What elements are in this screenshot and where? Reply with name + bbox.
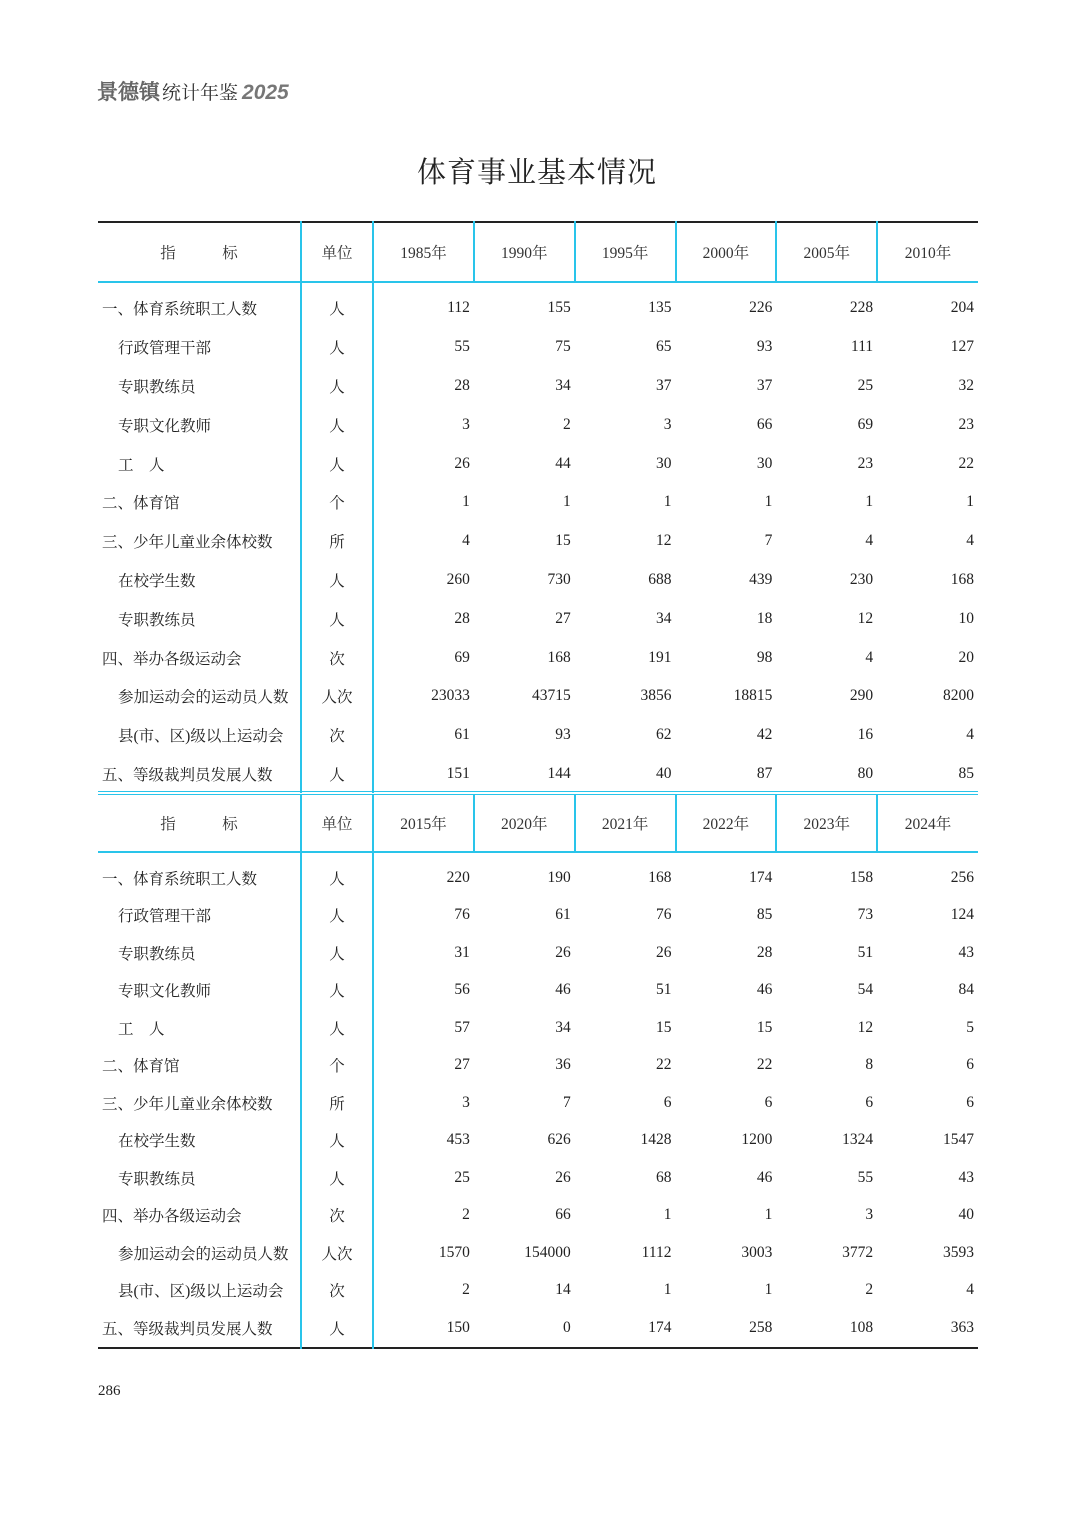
table-row [98, 677, 978, 716]
unit-cell: 人 [301, 897, 373, 935]
table-row [98, 1197, 978, 1235]
header-year: 2022年 [676, 793, 777, 852]
unit-cell: 人 [301, 1009, 373, 1047]
header-year: 2021年 [575, 793, 676, 852]
value-cell: 27 [555, 609, 571, 627]
value-cell: 3 [462, 415, 470, 433]
value-cell: 61 [454, 726, 470, 744]
value-cell: 69 [857, 415, 874, 433]
value-cell: 439 [749, 570, 773, 588]
unit-cell: 人次 [301, 1234, 373, 1272]
unit-cell: 所 [301, 1084, 373, 1122]
value-cell: 23033 [431, 687, 470, 705]
value-cell: 20 [958, 648, 974, 666]
value-cell: 23 [857, 454, 874, 472]
table-row [98, 561, 978, 600]
value-cell: 22 [656, 1056, 672, 1074]
value-cell: 256 [950, 868, 974, 886]
value-cell: 7 [562, 1093, 571, 1111]
value-cell: 1570 [438, 1243, 470, 1261]
value-cell: 56 [454, 981, 470, 999]
value-cell: 7 [764, 532, 773, 550]
header-year: 2000年 [676, 222, 777, 282]
indicator-label: 三、少年儿童业余体校数 [102, 534, 273, 552]
value-cell: 16 [857, 726, 874, 744]
value-cell: 228 [849, 299, 874, 317]
unit-cell: 个 [301, 483, 373, 522]
value-cell: 51 [656, 981, 672, 999]
indicator-label: 四、举办各级运动会 [102, 650, 242, 668]
value-cell: 626 [547, 1131, 571, 1149]
indicator-label: 专职教练员 [118, 611, 196, 629]
unit-cell: 所 [301, 522, 373, 561]
unit-cell: 人 [301, 852, 373, 897]
unit-cell: 次 [301, 1272, 373, 1310]
sports-table-section-1 [98, 221, 978, 793]
value-cell: 1 [764, 1281, 773, 1299]
unit-cell: 人 [301, 405, 373, 444]
table-header-row [98, 222, 978, 282]
value-cell: 688 [648, 570, 672, 588]
table-row [98, 716, 978, 755]
value-cell: 93 [555, 726, 571, 744]
value-cell: 66 [756, 415, 773, 433]
unit-cell: 人 [301, 1122, 373, 1160]
value-cell: 73 [857, 906, 874, 924]
running-header [97, 76, 289, 106]
value-cell: 6 [865, 1093, 874, 1111]
value-cell: 34 [555, 1018, 571, 1036]
indicator-label: 行政管理干部 [118, 908, 212, 926]
header-year: 2005年 [776, 222, 877, 282]
unit-cell: 次 [301, 638, 373, 677]
value-cell: 2 [462, 1281, 470, 1299]
value-cell: 1112 [641, 1243, 672, 1261]
unit-cell: 人次 [301, 677, 373, 716]
value-cell: 65 [656, 338, 672, 356]
table-row [98, 755, 978, 794]
table-row [98, 897, 978, 935]
value-cell: 8200 [943, 687, 974, 705]
value-cell: 22 [756, 1056, 773, 1074]
header-year: 2023年 [776, 793, 877, 852]
value-cell: 26 [656, 943, 672, 961]
value-cell: 61 [555, 906, 571, 924]
table-row [98, 972, 978, 1010]
value-cell: 34 [555, 376, 571, 394]
value-cell: 0 [562, 1318, 571, 1336]
table-row [98, 1047, 978, 1085]
unit-cell: 人 [301, 282, 373, 328]
indicator-label: 参加运动会的运动员人数 [118, 689, 289, 707]
indicator-label: 二、体育馆 [102, 495, 180, 513]
unit-cell: 次 [301, 716, 373, 755]
page-number: 286 [98, 1383, 121, 1399]
value-cell: 46 [555, 981, 571, 999]
value-cell: 124 [950, 906, 974, 924]
table-row [98, 328, 978, 367]
unit-cell: 人 [301, 1159, 373, 1197]
value-cell: 3856 [640, 687, 672, 705]
indicator-label: 专职教练员 [118, 378, 196, 396]
value-cell: 10 [958, 609, 974, 627]
value-cell: 150 [446, 1318, 470, 1336]
value-cell: 2 [462, 1206, 470, 1224]
indicator-label: 行政管理干部 [118, 340, 212, 358]
value-cell: 51 [857, 943, 874, 961]
value-cell: 108 [849, 1318, 874, 1336]
value-cell: 135 [648, 299, 672, 317]
header-year: 1990年 [474, 222, 575, 282]
value-cell: 4 [865, 532, 874, 550]
table-row [98, 444, 978, 483]
table-row [98, 1122, 978, 1160]
value-cell: 68 [656, 1168, 672, 1186]
table-row [98, 405, 978, 444]
value-cell: 260 [446, 570, 470, 588]
value-cell: 144 [547, 764, 571, 782]
indicator-label: 在校学生数 [118, 1133, 196, 1151]
value-cell: 1428 [640, 1131, 672, 1149]
value-cell: 3 [462, 1093, 470, 1111]
value-cell: 26 [555, 1168, 571, 1186]
value-cell: 151 [446, 764, 470, 782]
value-cell: 57 [454, 1018, 470, 1036]
value-cell: 18 [756, 609, 773, 627]
value-cell: 155 [547, 299, 571, 317]
value-cell: 85 [958, 764, 974, 782]
value-cell: 46 [756, 1168, 773, 1186]
unit-cell: 人 [301, 972, 373, 1010]
value-cell: 30 [656, 454, 672, 472]
value-cell: 76 [656, 906, 672, 924]
value-cell: 26 [555, 943, 571, 961]
value-cell: 36 [555, 1056, 571, 1074]
table-row [98, 599, 978, 638]
value-cell: 168 [648, 868, 672, 886]
value-cell: 3 [865, 1206, 874, 1224]
header-year: 2015年 [400, 816, 447, 833]
indicator-label: 专职文化教师 [118, 417, 212, 435]
value-cell: 37 [756, 376, 773, 394]
value-cell: 54 [857, 981, 874, 999]
value-cell: 6 [966, 1056, 974, 1074]
value-cell: 1 [865, 493, 874, 511]
value-cell: 154000 [524, 1243, 571, 1261]
value-cell: 25 [857, 376, 874, 394]
value-cell: 69 [454, 648, 470, 666]
table-row [98, 522, 978, 561]
indicator-label: 一、体育系统职工人数 [102, 301, 258, 319]
value-cell: 80 [857, 764, 874, 782]
value-cell: 4 [966, 726, 974, 744]
value-cell: 37 [656, 376, 672, 394]
value-cell: 127 [950, 338, 974, 356]
value-cell: 76 [454, 906, 470, 924]
table-row [98, 1009, 978, 1047]
value-cell: 85 [756, 906, 773, 924]
value-cell: 1 [764, 1206, 773, 1224]
value-cell: 12 [656, 532, 672, 550]
table-row [98, 1084, 978, 1122]
value-cell: 55 [857, 1168, 874, 1186]
value-cell: 453 [446, 1131, 470, 1149]
value-cell: 15 [656, 1018, 672, 1036]
sports-table-section-2 [98, 791, 978, 1349]
value-cell: 174 [648, 1318, 672, 1336]
value-cell: 1 [966, 493, 974, 511]
unit-cell: 人 [301, 755, 373, 794]
value-cell: 290 [849, 687, 874, 705]
table-row [98, 638, 978, 677]
value-cell: 18815 [733, 687, 773, 705]
value-cell: 1324 [842, 1131, 874, 1149]
indicator-label: 一、体育系统职工人数 [102, 870, 258, 888]
indicator-label: 在校学生数 [118, 572, 196, 590]
value-cell: 158 [849, 868, 874, 886]
page-title: 体育事业基本情况 [416, 157, 657, 189]
table-row [98, 1309, 978, 1348]
value-cell: 168 [950, 570, 974, 588]
value-cell: 43715 [531, 687, 571, 705]
value-cell: 12 [857, 609, 874, 627]
value-cell: 46 [756, 981, 773, 999]
indicator-label: 二、体育馆 [102, 1058, 180, 1076]
value-cell: 4 [966, 532, 974, 550]
value-cell: 204 [950, 299, 974, 317]
value-cell: 6 [663, 1093, 672, 1111]
header-indicator: 指 标 [160, 245, 238, 262]
value-cell: 1 [663, 1281, 672, 1299]
value-cell: 4 [966, 1281, 974, 1299]
header-indicator: 指 标 [160, 816, 238, 833]
table-row [98, 1234, 978, 1272]
value-cell: 98 [756, 648, 773, 666]
value-cell: 4 [462, 532, 470, 550]
indicator-label: 五、等级裁判员发展人数 [102, 1320, 273, 1338]
indicator-label: 专职文化教师 [118, 983, 212, 1001]
value-cell: 84 [958, 981, 974, 999]
value-cell: 258 [749, 1318, 773, 1336]
header-unit: 单位 [301, 793, 373, 852]
value-cell: 168 [547, 648, 571, 666]
value-cell: 28 [454, 376, 470, 394]
value-cell: 28 [454, 609, 470, 627]
value-cell: 87 [756, 764, 773, 782]
value-cell: 22 [958, 454, 974, 472]
unit-cell: 人 [301, 367, 373, 406]
table-row [98, 1272, 978, 1310]
header-year: 1985年 [400, 245, 447, 262]
value-cell: 4 [865, 648, 874, 666]
value-cell: 8 [865, 1056, 874, 1074]
value-cell: 43 [958, 1168, 974, 1186]
unit-cell: 人 [301, 599, 373, 638]
value-cell: 14 [555, 1281, 571, 1299]
value-cell: 3772 [842, 1243, 874, 1261]
value-cell: 3003 [741, 1243, 773, 1261]
unit-cell: 人 [301, 444, 373, 483]
value-cell: 230 [849, 570, 874, 588]
unit-cell: 人 [301, 328, 373, 367]
value-cell: 6 [966, 1093, 974, 1111]
value-cell: 66 [555, 1206, 571, 1224]
value-cell: 1 [462, 493, 470, 511]
value-cell: 3 [663, 415, 672, 433]
value-cell: 6 [764, 1093, 773, 1111]
value-cell: 15 [555, 532, 571, 550]
value-cell: 23 [958, 415, 974, 433]
brand-year: 2025 [242, 81, 289, 104]
value-cell: 25 [454, 1168, 470, 1186]
value-cell: 12 [857, 1018, 874, 1036]
value-cell: 1547 [943, 1131, 974, 1149]
value-cell: 26 [454, 454, 470, 472]
value-cell: 191 [648, 648, 672, 666]
table-row [98, 282, 978, 328]
value-cell: 32 [958, 376, 974, 394]
header-year: 2024年 [877, 793, 978, 852]
indicator-label: 县(市、区)级以上运动会 [118, 728, 284, 746]
unit-cell: 人 [301, 561, 373, 600]
value-cell: 31 [454, 943, 470, 961]
value-cell: 730 [547, 570, 571, 588]
value-cell: 30 [756, 454, 773, 472]
value-cell: 174 [749, 868, 773, 886]
value-cell: 75 [555, 338, 571, 356]
value-cell: 1 [663, 1206, 672, 1224]
brand-city: 景德镇 [97, 81, 160, 104]
indicator-label: 工 人 [118, 456, 165, 474]
unit-cell: 个 [301, 1047, 373, 1085]
unit-cell: 人 [301, 934, 373, 972]
value-cell: 42 [756, 726, 773, 744]
indicator-label: 四、举办各级运动会 [102, 1208, 242, 1226]
indicator-label: 专职教练员 [118, 945, 196, 963]
value-cell: 363 [950, 1318, 974, 1336]
unit-cell: 次 [301, 1197, 373, 1235]
value-cell: 190 [547, 868, 571, 886]
value-cell: 112 [447, 299, 470, 317]
table-row [98, 483, 978, 522]
indicator-label: 专职教练员 [118, 1170, 196, 1188]
value-cell: 28 [756, 943, 773, 961]
value-cell: 226 [749, 299, 773, 317]
indicator-label: 参加运动会的运动员人数 [118, 1245, 289, 1263]
header-year: 2020年 [474, 793, 575, 852]
value-cell: 55 [454, 338, 470, 356]
value-cell: 1 [663, 493, 672, 511]
indicator-label: 五、等级裁判员发展人数 [102, 766, 273, 784]
table-row [98, 367, 978, 406]
value-cell: 2 [562, 415, 571, 433]
table-header-row [98, 793, 978, 852]
value-cell: 220 [446, 868, 470, 886]
value-cell: 40 [656, 764, 672, 782]
indicator-label: 县(市、区)级以上运动会 [118, 1283, 284, 1301]
header-year: 2010年 [877, 222, 978, 282]
table-row [98, 934, 978, 972]
value-cell: 3593 [943, 1243, 974, 1261]
header-unit: 单位 [301, 222, 373, 282]
value-cell: 44 [555, 454, 571, 472]
value-cell: 5 [966, 1018, 974, 1036]
value-cell: 40 [958, 1206, 974, 1224]
value-cell: 34 [656, 609, 672, 627]
table-row [98, 1159, 978, 1197]
indicator-label: 三、少年儿童业余体校数 [102, 1095, 273, 1113]
value-cell: 111 [851, 338, 874, 356]
table-row [98, 852, 978, 897]
value-cell: 2 [865, 1281, 874, 1299]
value-cell: 1 [764, 493, 773, 511]
value-cell: 15 [756, 1018, 773, 1036]
value-cell: 43 [958, 943, 974, 961]
value-cell: 27 [454, 1056, 470, 1074]
brand-book: 统计年鉴 [162, 83, 239, 104]
unit-cell: 人 [301, 1309, 373, 1348]
value-cell: 62 [656, 726, 672, 744]
header-year: 1995年 [575, 222, 676, 282]
value-cell: 1 [562, 493, 571, 511]
indicator-label: 工 人 [118, 1020, 165, 1038]
value-cell: 1200 [741, 1131, 773, 1149]
value-cell: 93 [756, 338, 773, 356]
